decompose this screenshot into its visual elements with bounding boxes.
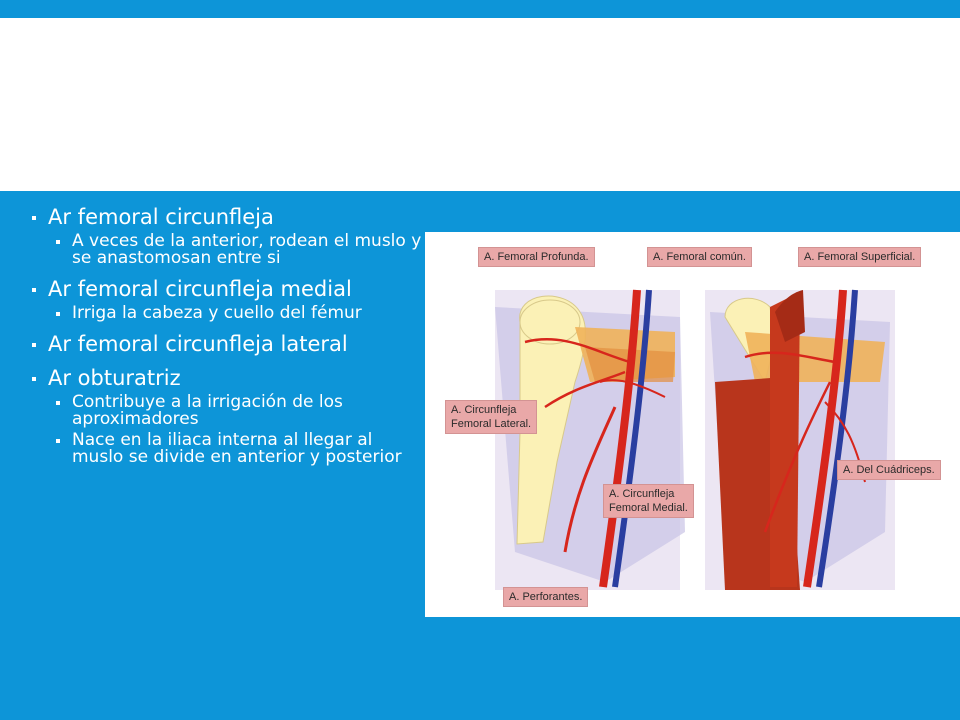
- bullet-2: [28, 277, 423, 301]
- sub-bullet-4-1: [28, 394, 423, 428]
- bullet-marker: [32, 343, 36, 347]
- label-femoral-profunda: A. Femoral Profunda.: [478, 247, 595, 267]
- sub-bullet-1-1: [28, 233, 423, 267]
- label-line: A. Circunfleja: [451, 404, 517, 416]
- bullet-text: Ar femoral circunfleja medial: [48, 277, 352, 301]
- sub-bullet-text: A veces de la anterior, rodean el muslo y se anastomosan entre si: [72, 231, 422, 268]
- label-perforantes: A. Perforantes.: [503, 587, 588, 607]
- left-thigh-illustration: [495, 290, 685, 590]
- bullet-text: Ar obturatriz: [48, 366, 181, 390]
- label-femoral-superficial: A. Femoral Superficial.: [798, 247, 921, 267]
- bullet-3: [28, 332, 423, 356]
- bullet-1: [28, 205, 423, 229]
- anatomy-figure: [425, 232, 960, 617]
- label-line: Femoral Lateral.: [451, 418, 532, 430]
- sub-bullet-2-1: [28, 305, 423, 322]
- bullet-marker: [32, 377, 36, 381]
- slide-title-area: [0, 18, 960, 191]
- bullet-list: [28, 205, 423, 466]
- bullet-marker: [56, 312, 60, 316]
- label-femoral-comun: A. Femoral común.: [647, 247, 752, 267]
- bullet-text: Ar femoral circunfleja lateral: [48, 332, 348, 356]
- bullet-marker: [56, 439, 60, 443]
- label-circunfleja-lateral: [445, 400, 537, 434]
- label-line: A. Circunfleja: [609, 488, 675, 500]
- bullet-text: Ar femoral circunfleja: [48, 205, 274, 229]
- label-circunfleja-medial: [603, 484, 694, 518]
- right-thigh-illustration: [705, 290, 895, 590]
- bullet-marker: [56, 240, 60, 244]
- sub-bullet-text: Contribuye a la irrigación de los aproximadores: [72, 392, 343, 429]
- bullet-marker: [32, 216, 36, 220]
- left-femur-head: [520, 300, 580, 344]
- sub-bullet-text: Nace en la iliaca interna al llegar al muslo se divide en anterior y posterior: [72, 430, 402, 467]
- sub-bullet-4-2: [28, 432, 423, 466]
- bullet-marker: [32, 288, 36, 292]
- label-cuadriceps: A. Del Cuádriceps.: [837, 460, 941, 480]
- top-accent-bar: [0, 0, 960, 18]
- label-line: Femoral Medial.: [609, 502, 688, 514]
- sub-bullet-text: Irriga la cabeza y cuello del fémur: [72, 303, 362, 323]
- bullet-marker: [56, 401, 60, 405]
- bullet-4: [28, 366, 423, 390]
